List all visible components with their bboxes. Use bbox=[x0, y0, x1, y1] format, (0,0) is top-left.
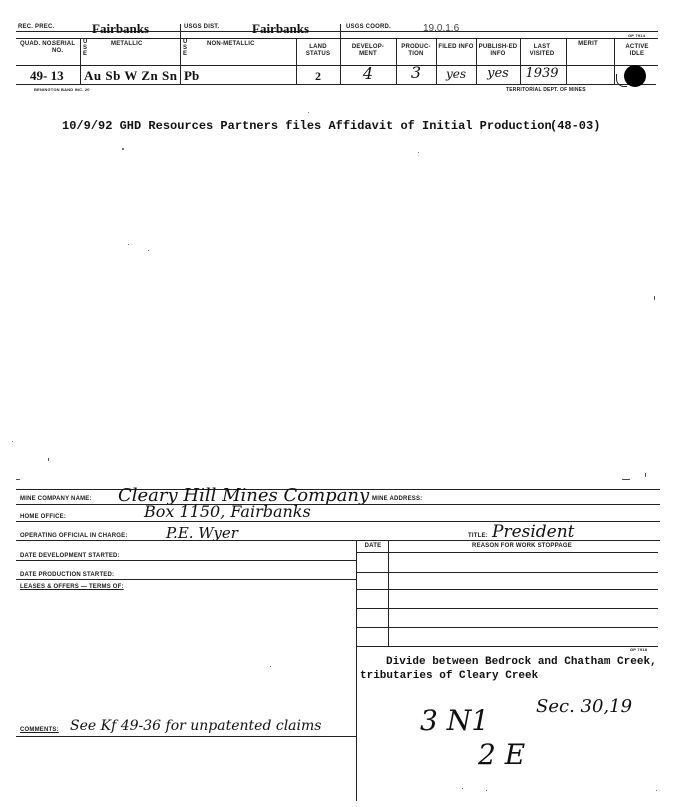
location-note: Divide between Bedrock and Chatham Creek, tributaries of Cleary Creek bbox=[360, 656, 657, 682]
row-land-status: 2 bbox=[315, 69, 321, 83]
rec-prec-label: REC. PREC. bbox=[18, 24, 55, 30]
printer-line: BENINGTON BAND INC. 20 bbox=[34, 87, 90, 92]
note-entry-ref: (48-03) bbox=[550, 119, 601, 133]
scan-speck bbox=[128, 244, 129, 245]
note-entry: 10/9/92 GHD Resources Partners files Affidavit of Initial Production bbox=[62, 119, 552, 133]
prod-started-label: DATE PRODUCTION STARTED: bbox=[20, 572, 115, 578]
col-active-idle: ACTIVE IDLE bbox=[625, 44, 649, 57]
leases-label: LEASES & OFFERS — TERMS OF: bbox=[20, 584, 124, 590]
usgs-dist-label: USGS DIST. bbox=[184, 24, 220, 30]
operating-official-value: P.E. Wyer bbox=[166, 524, 238, 542]
home-office-value: Box 1150, Fairbanks bbox=[144, 502, 311, 521]
lower-center-divider bbox=[356, 655, 357, 801]
comments-label: COMMENTS: bbox=[20, 727, 59, 733]
col-sep-e bbox=[476, 38, 477, 84]
home-office-label: HOME OFFICE: bbox=[20, 514, 67, 520]
table-rule-6 bbox=[356, 646, 658, 647]
row-metallic: Au Sb W Zn Sn bbox=[84, 68, 178, 83]
mine-company-label: MINE COMPANY NAME: bbox=[20, 496, 92, 502]
usgs-coord-label: USGS COORD. bbox=[346, 24, 391, 30]
col-quad-no: QUAD. NO. bbox=[20, 41, 54, 47]
date-header: DATE bbox=[364, 543, 382, 549]
form-number-top: GP 7914 bbox=[628, 33, 646, 38]
col-sep-g bbox=[566, 38, 567, 84]
comments-rule bbox=[16, 736, 356, 737]
dev-started-label: DATE DEVELOPMENT STARTED: bbox=[20, 553, 120, 559]
col-serial-no: SERIAL NO. bbox=[52, 41, 76, 54]
row-published-info: yes bbox=[487, 66, 509, 81]
col-published-info: PUBLISH-ED INFO bbox=[478, 44, 518, 57]
comments-value: See Kf 49-36 for unpatented claims bbox=[70, 718, 322, 734]
col-merit: MERIT bbox=[578, 41, 598, 47]
row-rule-3 bbox=[16, 540, 660, 541]
scan-speck bbox=[308, 112, 309, 113]
row-filed-info: yes bbox=[445, 67, 467, 81]
row-development: 4 bbox=[362, 64, 374, 83]
table-left-edge bbox=[356, 540, 357, 655]
active-check-mark bbox=[616, 74, 627, 87]
col-metallic: METALLIC bbox=[111, 41, 143, 47]
col-sep-f bbox=[520, 38, 521, 84]
divider-1 bbox=[180, 24, 181, 84]
active-status-dot bbox=[624, 65, 646, 87]
hand-sec: Sec. 30,19 bbox=[536, 696, 633, 717]
col-sep-b bbox=[296, 38, 297, 84]
row-last-visited: 1939 bbox=[525, 66, 559, 81]
table-rule-4 bbox=[356, 608, 658, 609]
mine-address-label: MINE ADDRESS: bbox=[372, 496, 423, 502]
row-quad-serial: 49- 13 bbox=[30, 68, 64, 83]
hand-2e: 2 E bbox=[478, 738, 526, 771]
col-use-a: U S E bbox=[83, 39, 88, 57]
usgs-coord-value: 19.0.1.6 bbox=[423, 23, 460, 34]
col-sep-d bbox=[436, 38, 437, 84]
rec-prec-value: Fairbanks bbox=[92, 21, 150, 36]
row-non-metallic: Pb bbox=[184, 68, 200, 83]
title-label: TITLE: bbox=[468, 533, 488, 539]
divider-2 bbox=[340, 24, 341, 84]
scan-speck bbox=[122, 148, 124, 150]
scan-speck bbox=[486, 790, 487, 791]
col-non-metallic: NON-METALLIC bbox=[207, 41, 255, 47]
table-date-sep bbox=[388, 540, 389, 646]
col-sep-a bbox=[80, 38, 81, 84]
col-sep-h bbox=[614, 38, 615, 84]
scan-speck bbox=[418, 152, 419, 153]
scan-speck bbox=[270, 666, 271, 667]
form-number-bottom: GP 7918 bbox=[630, 647, 648, 652]
title-value: President bbox=[492, 522, 575, 542]
scan-speck bbox=[48, 458, 49, 461]
left-rule-2 bbox=[16, 579, 356, 580]
usgs-dist-value: Fairbanks bbox=[252, 21, 310, 36]
table-rule-1 bbox=[356, 552, 658, 553]
operating-official-label: OPERATING OFFICIAL IN CHARGE: bbox=[20, 533, 128, 539]
table-rule-5 bbox=[356, 627, 658, 628]
scan-speck bbox=[656, 790, 657, 791]
left-rule-1 bbox=[16, 560, 356, 561]
header-bottom-rule bbox=[16, 84, 656, 85]
header-rule-2 bbox=[16, 38, 658, 39]
table-rule-3 bbox=[356, 589, 658, 590]
hand-3n1: 3 N1 bbox=[420, 704, 490, 737]
col-filed-info: FILED INFO bbox=[438, 44, 474, 50]
table-rule-2 bbox=[356, 572, 658, 573]
dept-line: TERRITORIAL DEPT. OF MINES bbox=[506, 87, 586, 93]
row-rule-1 bbox=[16, 504, 660, 505]
mine-company-value: Cleary Hill Mines Company bbox=[118, 485, 370, 506]
scan-speck bbox=[645, 473, 646, 477]
reason-header: REASON FOR WORK STOPPAGE bbox=[472, 543, 572, 549]
scan-speck bbox=[12, 441, 13, 442]
scan-speck bbox=[462, 788, 463, 789]
col-use-b: U S E bbox=[183, 39, 188, 57]
col-last-visited: LAST VISITED bbox=[529, 44, 555, 57]
col-land-status: LAND STATUS bbox=[305, 44, 331, 57]
row-production: 3 bbox=[410, 63, 422, 82]
col-production: PRODUC-TION bbox=[401, 44, 431, 57]
scan-speck bbox=[654, 296, 655, 300]
col-development: DEVELOP-MENT bbox=[351, 44, 385, 57]
col-sep-c bbox=[396, 38, 397, 84]
scan-speck bbox=[16, 479, 20, 480]
scan-speck bbox=[622, 479, 630, 480]
scan-speck bbox=[148, 250, 149, 251]
